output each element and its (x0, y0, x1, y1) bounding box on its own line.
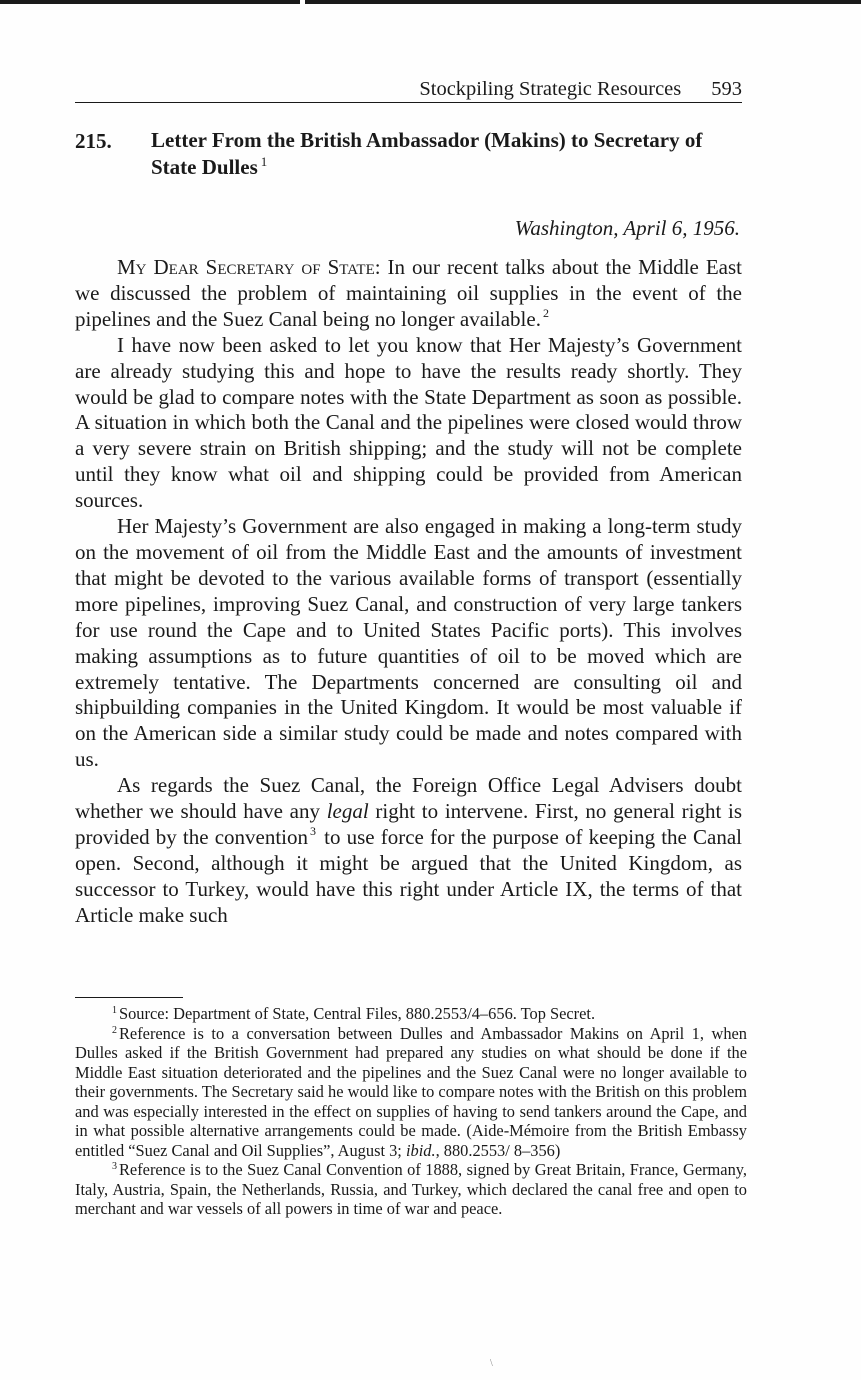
footnote-ref-1: 1 (260, 154, 268, 169)
top-scan-border (0, 0, 861, 4)
paragraph-4-part-a: As regards the Suez Canal, the Foreign Office Legal Advisers doubt whether we should have any (75, 773, 742, 824)
paragraph-3: Her Majesty’s Government are also engaged in making a long-term study on the movement of oil from the Middle East and the amounts of investment that might be devoted to the various available forms of transport (essentially more pipelines, improving Suez Canal, and construction of very large tankers for use round the Cape and to United States Pacific ports). This involves making assumptions as to future quantities of oil to be moved which are extremely tentative. The Departments concerned are consulting oil and shipbuilding companies in the United Kingdom. It would be most valuable if on the American side a similar study could be made and notes compared with us. (75, 514, 742, 772)
letter-body (75, 255, 742, 929)
paragraph-1 (75, 255, 742, 333)
footnote-1 (75, 1004, 747, 1024)
footnote-2-text: Reference is to a conversation between Dulles and Ambassador Makins on April 1, when Dulles asked if the British Government had prepared any studies on what should be done if the Middle East situation deteriorated and the pipelines and the Suez Canal were no longer available to their governments. The Secretary said he would like to compare notes with the British on this problem and was especially interested in the effect on supplies of having to send tankers around the Cape, and in what possible alternative arrangements could be made. (Aide-Mémoire from the British Embassy entitled “Suez Canal and Oil Supplies”, August 3; (75, 1023, 747, 1160)
paragraph-4-italic: legal (326, 799, 369, 824)
footnote-2-end: , 880.2553/ 8–356) (435, 1140, 561, 1160)
footnote-ref-3: 3 (310, 823, 317, 838)
paragraph-4-part-c: to use force for the purpose of keeping the Canal open. Second, although it might be argued that the United Kingdom, as successor to Turkey, would have this right under Article IX, the terms of that Article make such (75, 824, 742, 927)
running-head (75, 76, 742, 103)
scan-speck: \ (490, 1358, 493, 1369)
salutation: My Dear Secretary of State: (117, 255, 381, 279)
document-title (151, 127, 746, 181)
footnotes (75, 1004, 747, 1219)
document-title-text: Letter From the British Ambassador (Makins) to Secretary of State Dulles (151, 128, 703, 179)
document-number: 215. (75, 129, 112, 153)
paragraph-1-text: In our recent talks about the Middle East we discussed the problem of maintaining oil supplies in the event of the pipelines and the Suez Canal being no longer available. (75, 255, 742, 331)
footnote-1-number: 1 (112, 1005, 117, 1016)
footnote-2-italic: ibid. (405, 1140, 436, 1160)
footnote-1-text: Source: Department of State, Central Files, 880.2553/4–656. Top Secret. (119, 1004, 596, 1023)
footnote-3-number: 3 (112, 1161, 117, 1172)
page-number: 593 (711, 78, 742, 100)
running-head-title: Stockpiling Strategic Resources (419, 78, 682, 100)
paragraph-2: I have now been asked to let you know that Her Majesty’s Government are already studying this and hope to have the results ready shortly. They would be glad to compare notes with the State Department as soon as possible. A situation in which both the Canal and the pipelines were closed would throw a very severe strain on British shipping; and the study will not be complete until they know what oil and shipping could be provided from American sources. (75, 332, 742, 513)
footnote-3-text: Reference is to the Suez Canal Convention of 1888, signed by Great Britain, France, Germany, Italy, Austria, Spain, the Netherlands, Russia, and Turkey, which declared the canal free and open to merchant and war vessels of all powers in time of war and peace. (75, 1160, 747, 1218)
footnote-rule (75, 997, 183, 998)
paragraph-4-part-b: right to intervene. First, no general right is provided by the convention (75, 799, 743, 849)
footnote-2 (75, 1024, 747, 1161)
dateline: Washington, April 6, 1956. (514, 216, 740, 240)
paragraph-4 (75, 773, 742, 928)
footnote-ref-2: 2 (542, 305, 549, 320)
footnote-2-number: 2 (112, 1024, 117, 1036)
footnote-3 (75, 1160, 747, 1219)
